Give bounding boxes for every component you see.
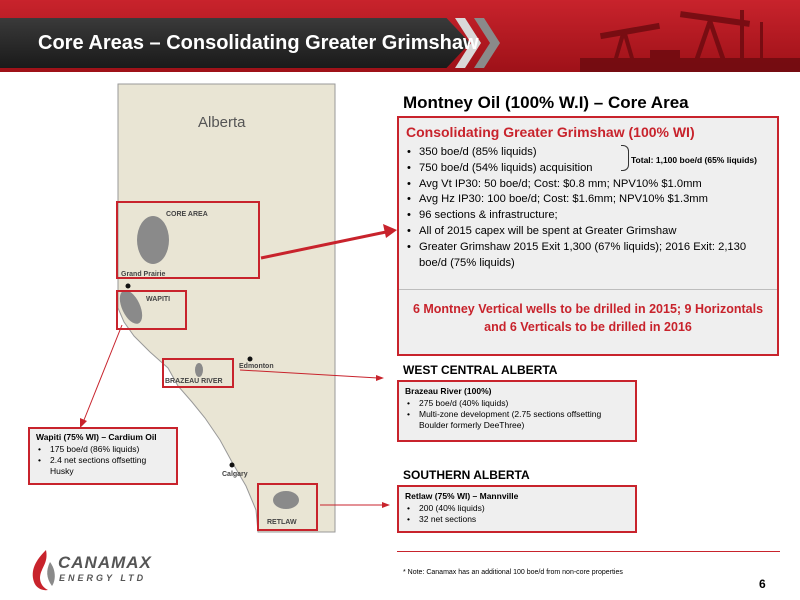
list-item: • Avg Vt IP30: 50 boe/d; Cost: $0.8 mm; NPV10% $1.0mm: [405, 177, 775, 193]
list-item: • All of 2015 capex will be spent at Greater Grimshaw: [405, 224, 775, 240]
list-item: • 2.4 net sections offsetting Husky: [36, 455, 170, 477]
drilling-callout: 6 Montney Vertical wells to be drilled in 2015; 9 Horizontals and 6 Verticals to be drilled in 2016: [412, 302, 764, 334]
calgary-label: Calgary: [222, 471, 248, 478]
core-section-title: Montney Oil (100% W.I) – Core Area: [403, 93, 689, 112]
retlaw-label: RETLAW: [267, 519, 297, 526]
brace-icon: [621, 145, 629, 171]
divider: [399, 289, 777, 290]
core-info-box: [397, 116, 779, 356]
list-item: • 750 boe/d (54% liquids) acquisition: [405, 161, 775, 177]
list-item: • 200 (40% liquids): [405, 503, 629, 514]
grand-prairie-marker: [126, 284, 131, 289]
retlaw-bullets: [405, 503, 629, 525]
wapiti-bullets: [36, 444, 170, 477]
header-banner: [0, 0, 800, 72]
list-item: • Multi-zone development (2.75 sections offsetting Boulder formerly DeeThree): [405, 409, 629, 431]
retlaw-box-title: Retlaw (75% WI) – Mannville: [405, 491, 519, 501]
calgary-marker: [230, 463, 235, 468]
logo-wordmark: CANAMAX: [58, 553, 152, 572]
brazeau-box-title: Brazeau River (100%): [405, 386, 492, 396]
footnote: * Note: Canamax has an additional 100 boe/d from non-core properties: [403, 569, 623, 576]
list-item: • Avg Hz IP30: 100 boe/d; Cost: $1.6mm; NPV10% $1.3mm: [405, 192, 775, 208]
province-label: Alberta: [198, 114, 246, 131]
list-item: • 175 boe/d (86% liquids): [36, 444, 170, 455]
footer-divider: [397, 551, 780, 552]
wapiti-box-title: Wapiti (75% WI) – Cardium Oil: [36, 432, 157, 442]
list-item: • 96 sections & infrastructure;: [405, 208, 775, 224]
list-item: • 350 boe/d (85% liquids): [405, 145, 775, 161]
grand-prairie-label: Grand Prairie: [121, 271, 166, 278]
page-title: Core Areas – Consolidating Greater Grimshaw: [38, 32, 479, 54]
brazeau-bullets: [405, 398, 629, 431]
canamax-flame-logo-icon: [28, 548, 58, 592]
list-item: • 32 net sections: [405, 514, 629, 525]
edmonton-label: Edmonton: [239, 363, 274, 370]
logo-subtitle: ENERGY LTD: [59, 573, 147, 583]
list-item: • Greater Grimshaw 2015 Exit 1,300 (67% liquids); 2016 Exit: 2,130 boe/d (75% liquids): [405, 240, 775, 272]
page-number: 6: [759, 577, 766, 591]
total-note: Total: 1,100 boe/d (65% liquids): [631, 155, 757, 165]
list-item: • 275 boe/d (40% liquids): [405, 398, 629, 409]
brazeau-label: BRAZEAU RIVER: [165, 378, 223, 385]
edmonton-marker: [248, 357, 253, 362]
core-area-label: CORE AREA: [166, 211, 208, 218]
southern-title: SOUTHERN ALBERTA: [403, 468, 530, 482]
oil-pump-silhouette-icon: [540, 0, 800, 72]
retlaw-info-box: [397, 485, 637, 533]
core-box-title: Consolidating Greater Grimshaw (100% WI): [406, 124, 695, 140]
wapiti-label: WAPITI: [146, 296, 171, 303]
west-central-title: WEST CENTRAL ALBERTA: [403, 363, 558, 377]
brazeau-info-box: [397, 380, 637, 442]
wapiti-info-box: [28, 427, 178, 485]
